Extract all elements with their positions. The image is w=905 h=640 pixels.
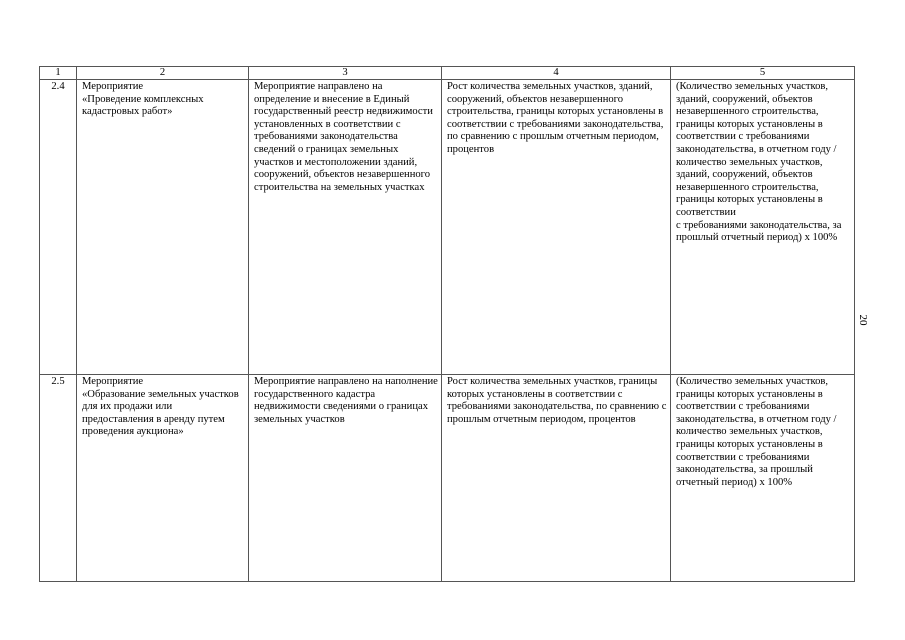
table-header-row — [40, 67, 855, 80]
column-header-5: 5 — [671, 67, 855, 80]
column-header-1: 1 — [40, 67, 77, 80]
row-number: 2.5 — [40, 375, 77, 582]
activity-description: Мероприятие направлено на определение и внесение в Единый государственный реестр недвижимости установленных в соответствии с требованиями законодательства сведений о границах земельных участков и местоположении зданий, сооружений, объектов незавершенного строительства на земельных участках — [249, 80, 442, 375]
activity-name: Мероприятие «Образование земельных участков для их продажи или предоставления в аренду путем проведения аукциона» — [77, 375, 249, 582]
formula-text: (Количество земельных участков, зданий, сооружений, объектов незавершенного строительства, границы которых установлены в соответствии с требованиями законодательства, в отчетном году / количество земельных участков, зданий, сооружений, объектов незавершенного строительства, границы которых установлены в соответствии с требованиями законодательства, за прошлый отчетный период) x 100% — [671, 80, 855, 375]
indicator-text: Рост количества земельных участков, границы которых установлены в соответствии с требованиями законодательства, по сравнению с прошлым отчетным периодом, процентов — [442, 375, 671, 582]
table-row — [40, 375, 855, 582]
column-header-3: 3 — [249, 67, 442, 80]
column-header-4: 4 — [442, 67, 671, 80]
page-number: 20 — [857, 314, 869, 326]
column-header-2: 2 — [77, 67, 249, 80]
activity-name: Мероприятие «Проведение комплексных кадастровых работ» — [77, 80, 249, 375]
activities-table — [39, 66, 855, 582]
formula-text: (Количество земельных участков, границы которых установлены в соответствии с требованиями законодательства, в отчетном году / количество земельных участков, границы которых установлены в соответствии с требованиями законодательства, за прошлый отчетный период) x 100% — [671, 375, 855, 582]
table-row — [40, 80, 855, 375]
activity-description: Мероприятие направлено на наполнение государственного кадастра недвижимости сведениями о границах земельных участков — [249, 375, 442, 582]
indicator-text: Рост количества земельных участков, зданий, сооружений, объектов незавершенного строительства, границы которых установлены в соответствии с требованиями законодательства, по сравнению с прошлым отчетным периодом, процентов — [442, 80, 671, 375]
row-number: 2.4 — [40, 80, 77, 375]
